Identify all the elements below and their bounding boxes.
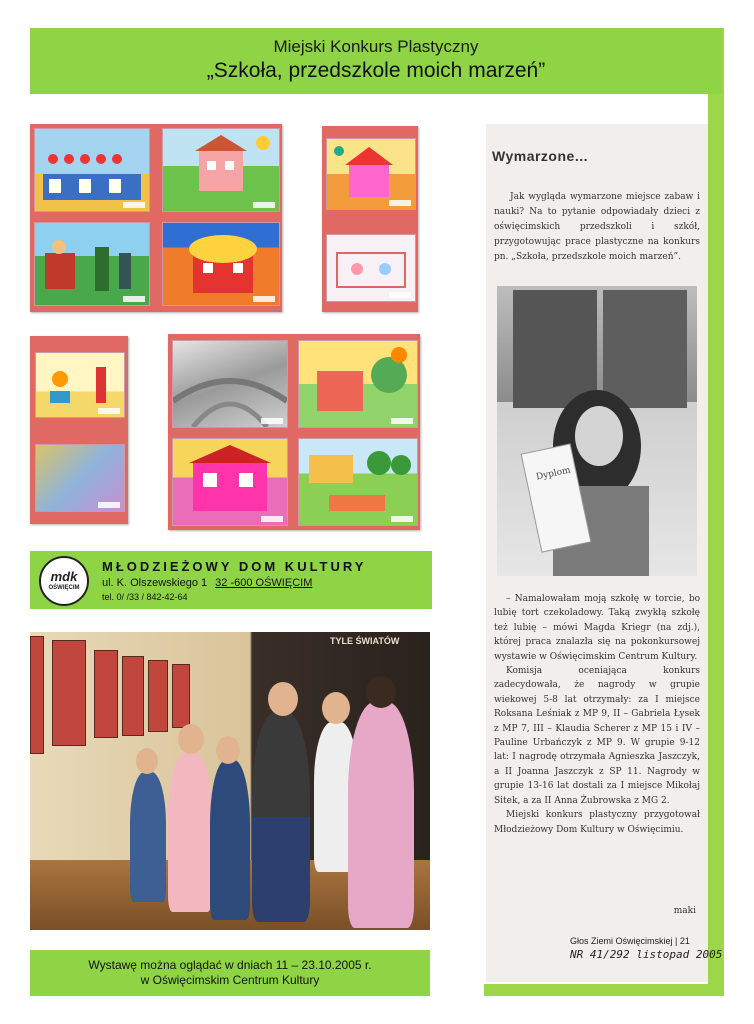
drawing — [34, 222, 150, 306]
child — [210, 760, 250, 920]
exhibition-info-banner — [30, 950, 430, 996]
drawing — [326, 138, 416, 210]
woman-pink — [348, 702, 414, 928]
drawing-board — [30, 336, 128, 524]
contest-theme: „Szkoła, przedszkole moich marzeń” — [206, 59, 546, 82]
man-head — [268, 682, 298, 716]
article-paragraph: Komisja oceniająca konkurs zadecydowała, że nagrody w grupie wiekowej 5-8 lat otrzymały: za I miejsce Roksana Leśniak z MP 9, II – Gabriela Łysek z MP 7, III – Klaudia Scherer z MP 15 i IV – Pauline Urbańczyk z MP 9. W grupie 9-12 lat: I nagrodę otrzymała Agnieszka Jaszczyk, a II Joanna Jaszczyk z SP 11. Nagrody w grupie 13-16 lat dostali za I miejsce Mikołaj Sitek, a za II Anna Żubrowska z MG 2. — [494, 666, 700, 806]
article-photo — [497, 286, 697, 576]
green-frame-bottom — [484, 984, 724, 996]
newspaper-source: Głos Ziemi Oświęcimskiej | 21 — [570, 936, 690, 946]
drawing-board — [322, 126, 418, 312]
hung-drawing — [122, 656, 144, 736]
newspaper-clipping — [486, 124, 708, 982]
exhibition-venue: w Oświęcimskim Centrum Kultury — [140, 973, 320, 987]
drawing — [326, 234, 416, 302]
child-head — [136, 748, 158, 774]
institution-address — [102, 577, 312, 589]
article-paragraph: Miejski konkurs plastyczny przygotował Młodzieżowy Dom Kultury w Oświęcimiu. — [494, 810, 700, 835]
contest-name: Miejski Konkurs Plastyczny — [273, 37, 479, 56]
postal-city: 32 -600 OŚWIĘCIM — [215, 577, 313, 589]
drawing-board — [168, 334, 420, 530]
exhibition-photo — [30, 632, 430, 930]
author-signature: maki — [673, 906, 696, 916]
exhibition-dates: Wystawę można oglądać w dniach 11 – 23.10.2005 r. — [88, 958, 372, 972]
hung-drawing — [52, 640, 86, 746]
title-banner — [30, 28, 722, 94]
street: ul. K. Olszewskiego 1 — [102, 577, 208, 589]
drawing — [298, 438, 418, 526]
drawing — [162, 128, 280, 212]
drawing — [162, 222, 280, 306]
institution-name: MŁODZIEŻOWY DOM KULTURY — [102, 559, 367, 574]
hung-drawing — [172, 664, 190, 728]
man — [252, 712, 310, 922]
diploma-label: Dyplom — [535, 465, 572, 483]
article-paragraph: – Namalowałam moją szkołę w torcie, bo lubię tort czekoladowy. Taką zwykłą szkołę też lubię – mówi Magda Kriegr (na zdj.), której praca znalazła się na pokonkursowej wystawie w Oświęcimskim Centrum Kultury. — [494, 594, 700, 662]
child — [130, 772, 166, 902]
drawing — [172, 438, 288, 526]
drawing-board — [30, 124, 282, 312]
drawing — [172, 340, 288, 428]
green-frame-right — [708, 28, 724, 996]
hung-drawing — [94, 650, 118, 738]
woman-head — [366, 676, 396, 708]
article-photo-scene — [497, 286, 697, 576]
hung-drawing — [30, 636, 44, 754]
article-body — [494, 592, 700, 837]
mdk-banner — [30, 551, 432, 609]
drawing — [298, 340, 418, 428]
woman-head — [322, 692, 350, 724]
store-sign: TYLE ŚWIATÓW — [330, 636, 400, 646]
hung-drawing — [148, 660, 168, 732]
drawing — [35, 352, 125, 418]
child-head — [216, 736, 240, 764]
article-title: Wymarzone... — [492, 148, 588, 164]
child — [168, 752, 212, 912]
logo-text: mdk — [50, 569, 78, 584]
phone: tel. 0/ /33 / 842-42-64 — [102, 592, 188, 602]
logo-subtext: OŚWIĘCIM — [48, 585, 80, 591]
article-lead: Jak wygląda wymarzone miejsce zabaw i nauki? Na to pytanie odpowiadały dzieci z oświęcimskich przedszkoli i szkół, przygotowując prace plastyczne na konkurs pn. „Szkoła, przedszkole moich marzeń”. — [494, 192, 700, 262]
drawing — [35, 444, 125, 512]
child-head — [178, 724, 204, 754]
handwritten-issue: NR 41/292 listopad 2005 — [570, 948, 723, 961]
drawing — [34, 128, 150, 212]
mdk-logo — [39, 556, 89, 606]
